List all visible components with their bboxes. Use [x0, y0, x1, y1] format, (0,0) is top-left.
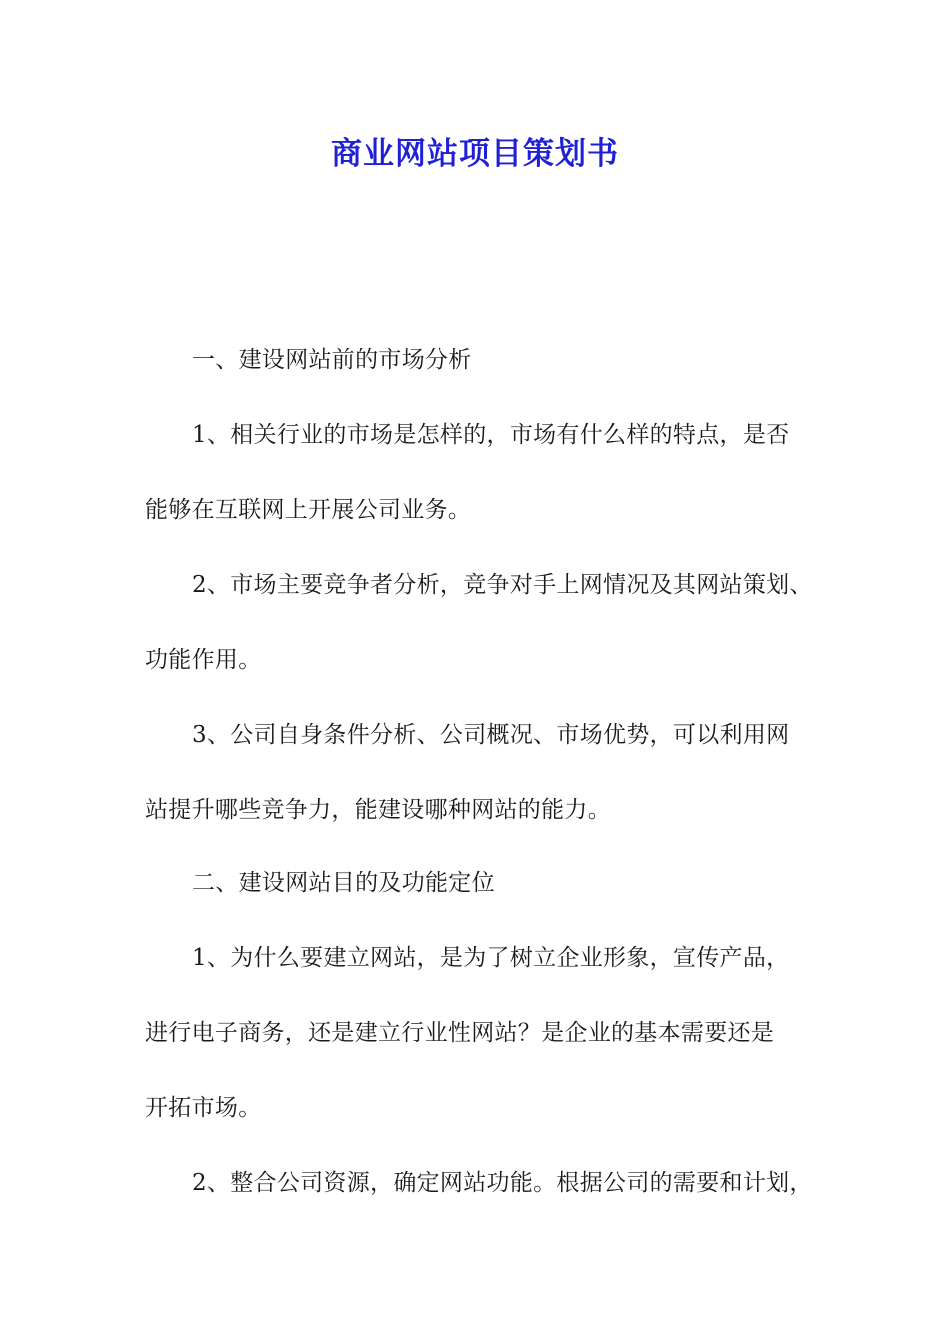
paragraph-line: 功能作用。: [145, 647, 262, 673]
paragraph-line: 1、相关行业的市场是怎样的，市场有什么样的特点，是否: [192, 422, 790, 448]
paragraph-line: 3、公司自身条件分析、公司概况、市场优势，可以利用网: [192, 722, 790, 748]
paragraph-line: 1、为什么要建立网站，是为了树立企业形象，宣传产品，: [192, 945, 790, 971]
section-heading-2: 二、建设网站目的及功能定位: [192, 870, 495, 896]
paragraph-line: 2、市场主要竞争者分析，竞争对手上网情况及其网站策划、: [192, 572, 813, 598]
paragraph-line: 开拓市场。: [145, 1095, 262, 1121]
paragraph-line: 进行电子商务，还是建立行业性网站？是企业的基本需要还是: [145, 1020, 775, 1046]
document-title: 商业网站项目策划书: [331, 136, 619, 172]
paragraph-line: 能够在互联网上开展公司业务。: [145, 497, 472, 523]
section-heading-1: 一、建设网站前的市场分析: [192, 347, 472, 373]
paragraph-line: 2、整合公司资源，确定网站功能。根据公司的需要和计划，: [192, 1170, 813, 1196]
paragraph-line: 站提升哪些竞争力，能建设哪种网站的能力。: [145, 797, 611, 823]
